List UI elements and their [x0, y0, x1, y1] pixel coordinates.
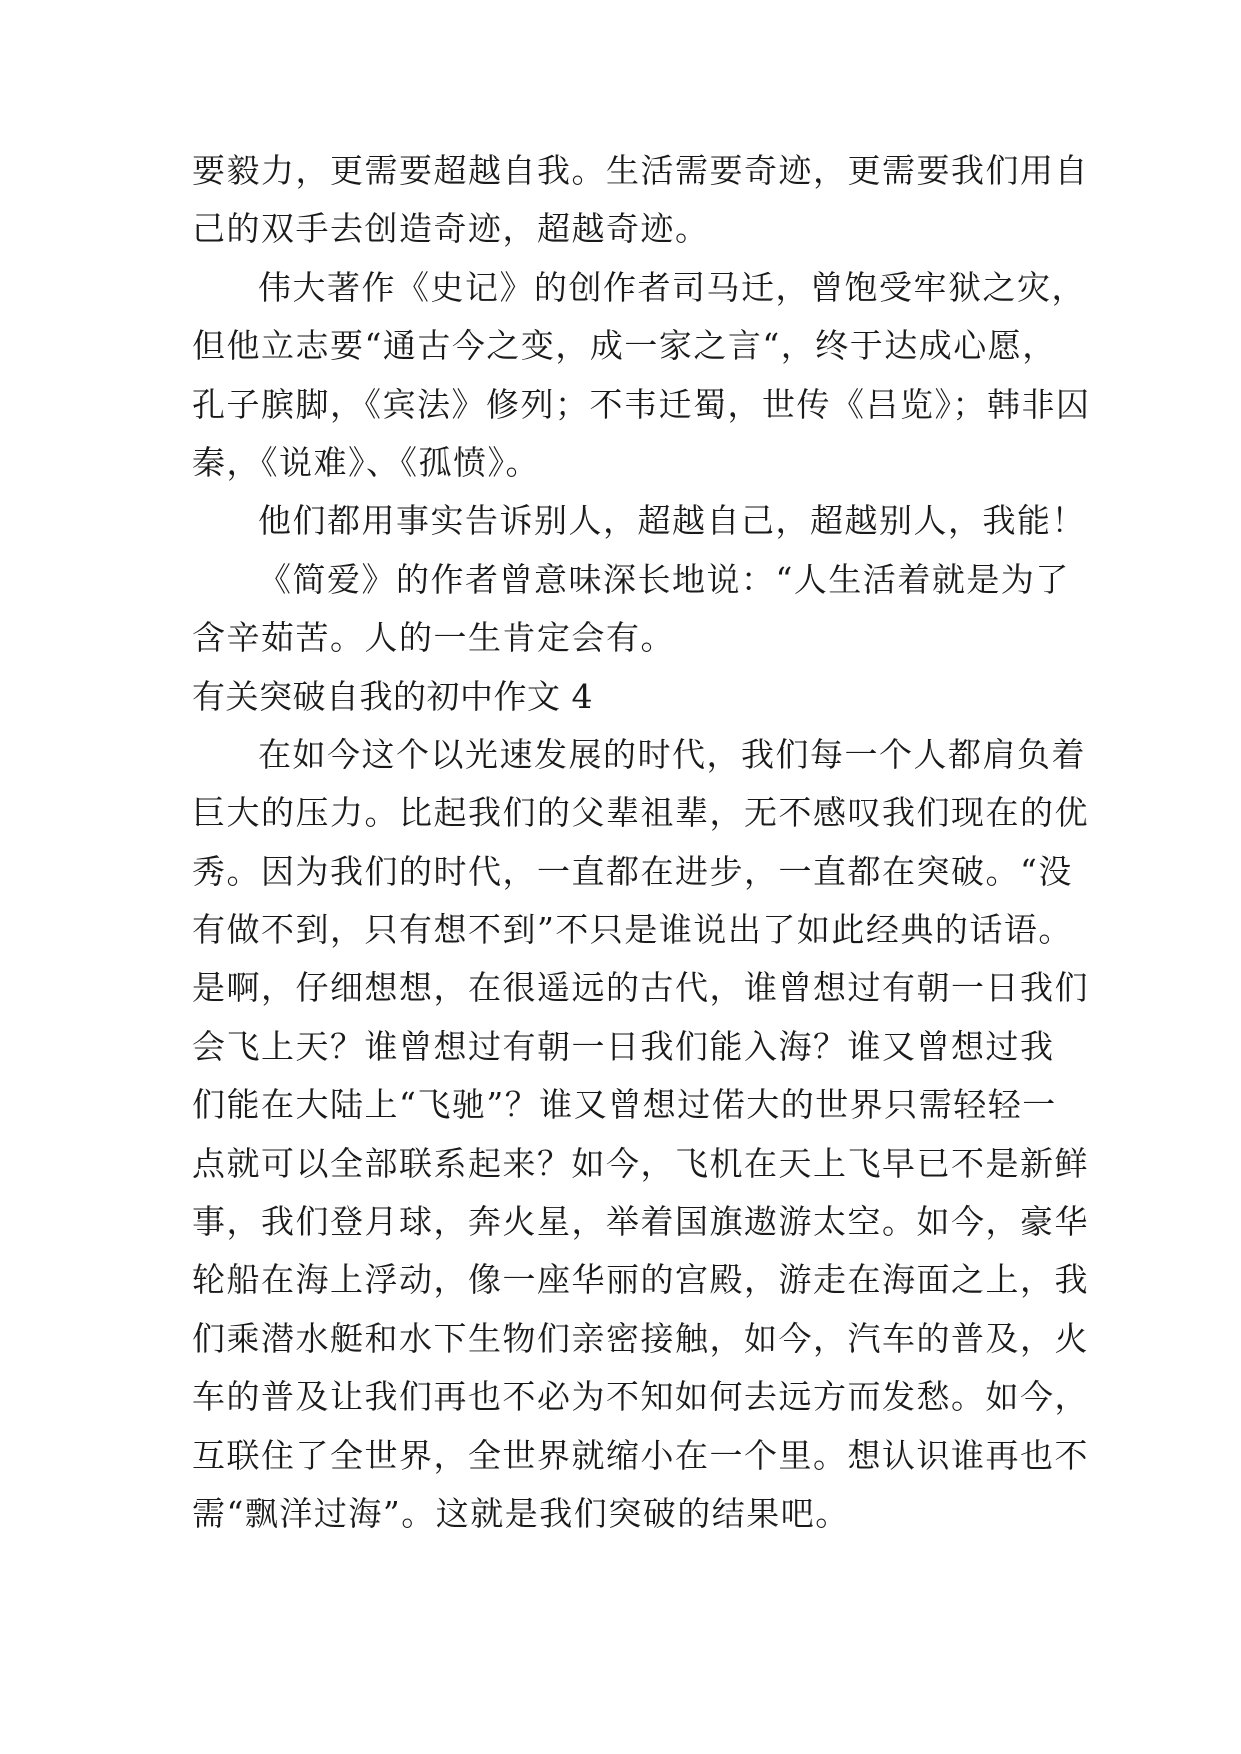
- text-line: 互联住了全世界，全世界就缩小在一个里。想认识谁再也不: [192, 1435, 1089, 1475]
- text-line: 在如今这个以光速发展的时代，我们每一个人都肩负着: [258, 734, 1086, 774]
- text-line: 伟大著作《史记》的创作者司马迁，曾饱受牢狱之灾，: [258, 267, 1086, 307]
- text-line: 有做不到，只有想不到”不只是谁说出了如此经典的话语。: [192, 910, 1073, 950]
- text-line: 需“飘洋过海”。这就是我们突破的结果吧。: [192, 1493, 850, 1533]
- text-line: 秀。因为我们的时代，一直都在进步，一直都在突破。“没: [192, 851, 1073, 891]
- text-line: 要毅力，更需要超越自我。生活需要奇迹，更需要我们用自: [192, 151, 1089, 190]
- text-line: 己的双手去创造奇迹，超越奇迹。: [192, 209, 710, 249]
- document-body: [192, 142, 1091, 1543]
- text-line: 会飞上天？谁曾想过有朝一日我们能入海？谁又曾想过我: [192, 1026, 1055, 1066]
- text-line: 轮船在海上浮动，像一座华丽的宫殿，游走在海面之上，我: [192, 1260, 1089, 1300]
- text-line: 们能在大陆上“飞驰”？谁又曾想过偌大的世界只需轻轻一: [192, 1085, 1057, 1125]
- text-line: 秦，《说难》、《孤愤》。: [192, 442, 540, 482]
- text-line: 《简爱》的作者曾意味深长地说：“人生活着就是为了: [258, 559, 1070, 599]
- text-line: 孔子膑脚，《宾法》修列；不韦迁蜀，世传《吕览》；韩非囚: [192, 384, 1091, 424]
- text-line: 车的普及让我们再也不必为不知如何去远方而发愁。如今，: [192, 1377, 1089, 1417]
- text-line: 巨大的压力。比起我们的父辈祖辈，无不感叹我们现在的优: [192, 793, 1089, 833]
- text-line: 他们都用事实告诉别人，超越自己，超越别人，我能！: [258, 501, 1086, 541]
- section-heading: 有关突破自我的初中作文 4: [192, 676, 593, 716]
- text-line: 点就可以全部联系起来？如今，飞机在天上飞早已不是新鲜: [192, 1143, 1089, 1183]
- text-line: 含辛茹苦。人的一生肯定会有。: [192, 618, 675, 658]
- text-line: 是啊，仔细想想，在很遥远的古代，谁曾想过有朝一日我们: [192, 968, 1089, 1008]
- text-line: 事，我们登月球，奔火星，举着国旗遨游太空。如今，豪华: [192, 1202, 1089, 1242]
- text-line: 们乘潜水艇和水下生物们亲密接触，如今，汽车的普及，火: [192, 1318, 1089, 1358]
- text-line: 但他立志要“通古今之变，成一家之言“，终于达成心愿，: [192, 326, 1057, 366]
